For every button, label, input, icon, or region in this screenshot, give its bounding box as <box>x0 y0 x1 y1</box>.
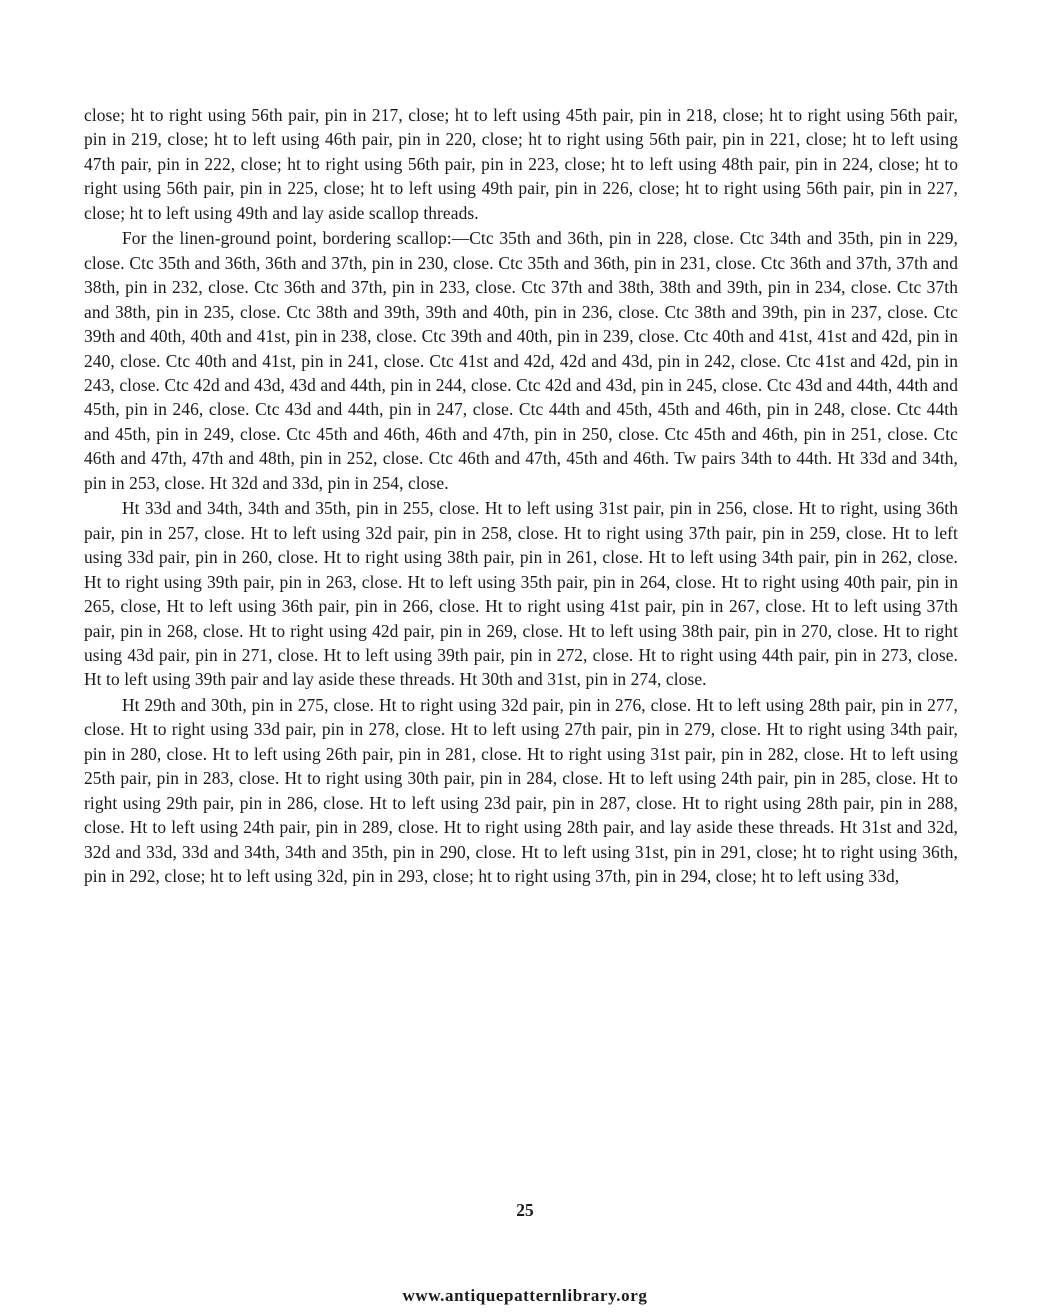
footer-url: www.antiquepatternlibrary.org <box>402 1286 648 1305</box>
body-text <box>84 103 958 889</box>
paragraph-half-throw-continuation: Ht 29th and 30th, pin in 275, close. Ht to right using 32d pair, pin in 276, close. Ht to left using 28th pair, pin in 277, close. Ht to right using 33d pair, pin in 278, close. Ht to left using 27th pair, pin in 279, close. Ht to right using 34th pair, pin in 280, close. Ht to left using 26th pair, pin in 281, close. Ht to right using 31st pair, pin in 282, close. Ht to left using 25th pair, pin in 283, close. Ht to right using 30th pair, pin in 284, close. Ht to left using 24th pair, pin in 285, close. Ht to right using 29th pair, pin in 286, close. Ht to left using 23d pair, pin in 287, close. Ht to right using 28th pair, pin in 288, close. Ht to left using 24th pair, pin in 289, close. Ht to right using 28th pair, and lay aside these threads. Ht 31st and 32d, 32d and 33d, 33d and 34th, 34th and 35th, pin in 290, close. Ht to left using 31st, pin in 291, close; ht to right using 36th, pin in 292, close; ht to left using 32d, pin in 293, close; ht to right using 37th, pin in 294, close; ht to left using 33d, <box>84 694 958 887</box>
paragraph-half-throw-sequence: Ht 33d and 34th, 34th and 35th, pin in 255, close. Ht to left using 31st pair, pin in 256, close. Ht to right, using 36th pair, pin in 257, close. Ht to left using 32d pair, pin in 258, close. Ht to right using 37th pair, pin in 259, close. Ht to left using 33d pair, pin in 260, close. Ht to right using 38th pair, pin in 261, close. Ht to left using 34th pair, pin in 262, close. Ht to right using 39th pair, pin in 263, close. Ht to left using 35th pair, pin in 264, close. Ht to right using 40th pair, pin in 265, close, Ht to left using 36th pair, pin in 266, close. Ht to right using 41st pair, pin in 267, close. Ht to left using 37th pair, pin in 268, close. Ht to right using 42d pair, pin in 269, close. Ht to left using 38th pair, pin in 270, close. Ht to right using 43d pair, pin in 271, close. Ht to left using 39th pair, pin in 272, close. Ht to right using 44th pair, pin in 273, close. Ht to left using 39th pair and lay aside these threads. Ht 30th and 31st, pin in 274, close. <box>84 498 958 690</box>
paragraph-scallop-continuation: close; ht to right using 56th pair, pin in 217, close; ht to left using 45th pair, pin in 218, close; ht to right using 56th pair, pin in 219, close; ht to left using 46th pair, pin in 220, close; ht to right using 56th pair, pin in 221, close; ht to left using 47th pair, pin in 222, close; ht to right using 56th pair, pin in 223, close; ht to left using 48th pair, pin in 224, close; ht to right using 56th pair, pin in 225, close; ht to left using 49th pair, pin in 226, close; ht to right using 56th pair, pin in 227, close; ht to left using 49th and lay aside scallop threads. <box>84 105 958 223</box>
page-number: 25 <box>516 1200 534 1220</box>
paragraph-linen-ground-point: For the linen-ground point, bordering scallop:—Ctc 35th and 36th, pin in 228, close. Ctc 34th and 35th, pin in 229, close. Ctc 35th and 36th, 36th and 37th, pin in 230, close. Ctc 35th and 36th, pin in 231, close. Ctc 36th and 37th, 37th and 38th, pin in 232, close. Ctc 36th and 37th, pin in 233, close. Ctc 37th and 38th, 38th and 39th, pin in 234, close. Ctc 37th and 38th, pin in 235, close. Ctc 38th and 39th, 39th and 40th, pin in 236, close. Ctc 38th and 39th, pin in 237, close. Ctc 39th and 40th, 40th and 41st, pin in 238, close. Ctc 39th and 40th, pin in 239, close. Ctc 40th and 41st, 41st and 42d, pin in 240, close. Ctc 40th and 41st, pin in 241, close. Ctc 41st and 42d, 42d and 43d, pin in 242, close. Ctc 41st and 42d, pin in 243, close. Ctc 42d and 43d, 43d and 44th, pin in 244, close. Ctc 42d and 43d, pin in 245, close. Ctc 43d and 44th, 44th and 45th, pin in 246, close. Ctc 43d and 44th, pin in 247, close. Ctc 44th and 45th, 45th and 46th, pin in 248, close. Ctc 44th and 45th, pin in 249, close. Ctc 45th and 46th, 46th and 47th, pin in 250, close. Ctc 45th and 46th, pin in 251, close. Ctc 46th and 47th, 47th and 48th, pin in 252, close. Ctc 46th and 47th, 45th and 46th. Tw pairs 34th to 44th. Ht 33d and 34th, pin in 253, close. Ht 32d and 33d, pin in 254, close. <box>84 228 958 493</box>
